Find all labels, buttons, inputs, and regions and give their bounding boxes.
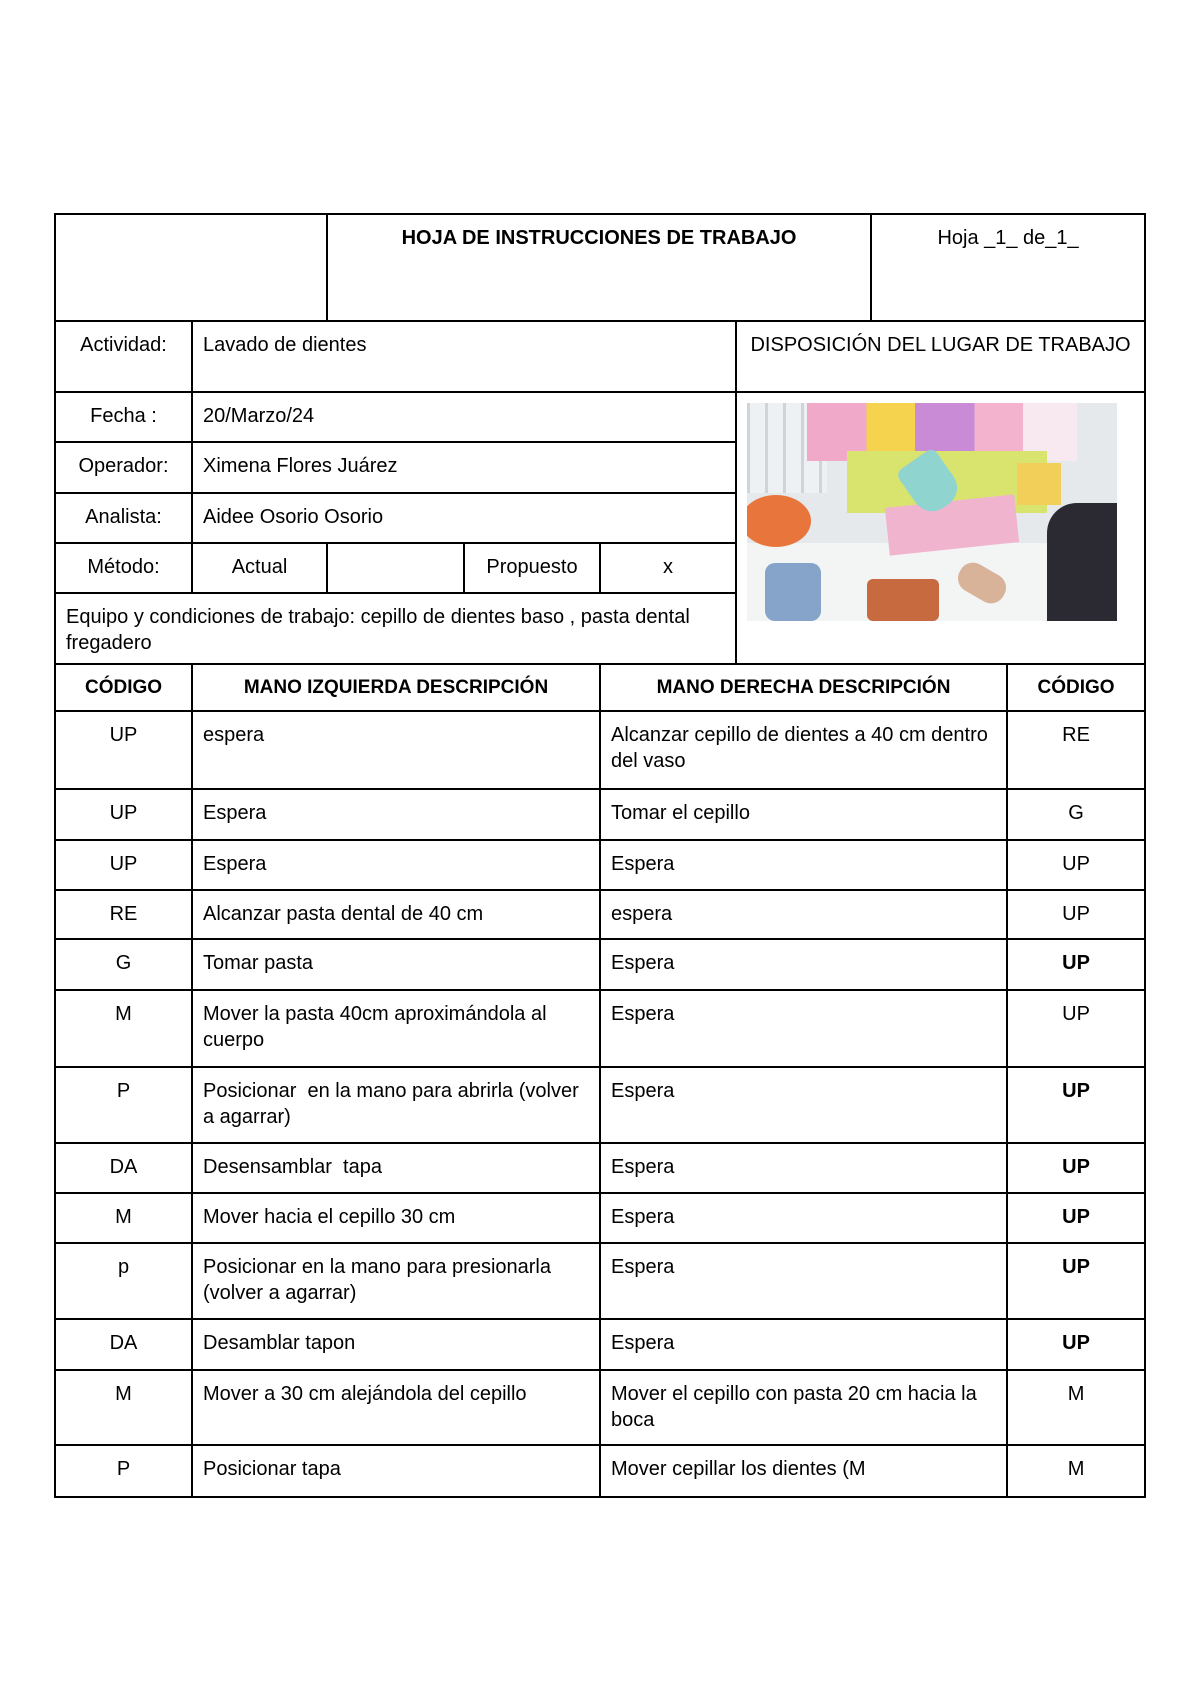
table-row: [55, 890, 1145, 939]
equipment-conditions: Equipo y condiciones de trabajo: cepillo de dientes baso , pasta dental fregadero: [55, 593, 736, 664]
activity-label: Actividad:: [55, 321, 192, 392]
right-description: Mover cepillar los dientes (M: [600, 1445, 1007, 1497]
workplace-photo: [747, 403, 1117, 621]
right-code: M: [1007, 1445, 1145, 1497]
table-row: [55, 1193, 1145, 1243]
sheet-number: Hoja _1_ de_1_: [871, 214, 1145, 321]
table-row: [55, 1067, 1145, 1143]
right-description: espera: [600, 890, 1007, 939]
left-code: M: [55, 1193, 192, 1243]
left-description: Posicionar tapa: [192, 1445, 600, 1497]
left-code: UP: [55, 789, 192, 840]
right-description: Espera: [600, 1193, 1007, 1243]
table-row: [55, 939, 1145, 990]
left-description: Mover la pasta 40cm aproximándola al cuerpo: [192, 990, 600, 1067]
left-description: Espera: [192, 789, 600, 840]
photo-detail: [1017, 463, 1061, 505]
date-label: Fecha :: [55, 392, 192, 442]
photo-detail: [1047, 503, 1117, 621]
table-row: [55, 1319, 1145, 1370]
right-code: UP: [1007, 1193, 1145, 1243]
workplace-layout-heading: DISPOSICIÓN DEL LUGAR DE TRABAJO: [736, 321, 1145, 392]
left-description: Mover a 30 cm alejándola del cepillo: [192, 1370, 600, 1445]
left-code: RE: [55, 890, 192, 939]
photo-detail: [765, 563, 821, 621]
left-code: p: [55, 1243, 192, 1319]
column-header-right-desc: MANO DERECHA DESCRIPCIÓN: [600, 664, 1007, 711]
left-description: espera: [192, 711, 600, 789]
left-description: Espera: [192, 840, 600, 890]
column-header-row: [55, 664, 1145, 711]
left-code: M: [55, 1370, 192, 1445]
column-header-left-desc: MANO IZQUIERDA DESCRIPCIÓN: [192, 664, 600, 711]
operator-label: Operador:: [55, 442, 192, 493]
column-header-left-code: CÓDIGO: [55, 664, 192, 711]
left-code: DA: [55, 1319, 192, 1370]
column-header-right-code: CÓDIGO: [1007, 664, 1145, 711]
right-description: Espera: [600, 1067, 1007, 1143]
right-code: UP: [1007, 1067, 1145, 1143]
work-instruction-sheet: [54, 213, 1146, 1498]
left-description: Tomar pasta: [192, 939, 600, 990]
table-row: [55, 990, 1145, 1067]
table-row: [55, 1143, 1145, 1193]
left-code: UP: [55, 711, 192, 789]
left-code: G: [55, 939, 192, 990]
left-description: Mover hacia el cepillo 30 cm: [192, 1193, 600, 1243]
title-row: [55, 214, 1145, 321]
photo-detail: [867, 579, 939, 621]
right-code: UP: [1007, 840, 1145, 890]
right-code: UP: [1007, 1319, 1145, 1370]
right-description: Espera: [600, 840, 1007, 890]
right-code: UP: [1007, 990, 1145, 1067]
analyst-label: Analista:: [55, 493, 192, 543]
table-row: [55, 1370, 1145, 1445]
left-description: Desamblar tapon: [192, 1319, 600, 1370]
left-code: UP: [55, 840, 192, 890]
right-description: Espera: [600, 939, 1007, 990]
right-code: UP: [1007, 939, 1145, 990]
table-row: [55, 789, 1145, 840]
activity-row: [55, 321, 1145, 392]
photo-detail: [747, 495, 811, 547]
logo-cell: [55, 214, 327, 321]
right-code: G: [1007, 789, 1145, 840]
left-description: Posicionar en la mano para abrirla (volver a agarrar): [192, 1067, 600, 1143]
table-row: [55, 711, 1145, 789]
date-row: [55, 392, 1145, 442]
left-description: Alcanzar pasta dental de 40 cm: [192, 890, 600, 939]
method-proposed-mark: x: [600, 543, 736, 593]
right-code: RE: [1007, 711, 1145, 789]
left-code: P: [55, 1067, 192, 1143]
table-row: [55, 1445, 1145, 1497]
right-description: Espera: [600, 990, 1007, 1067]
left-code: M: [55, 990, 192, 1067]
left-description: Posicionar en la mano para presionarla (volver a agarrar): [192, 1243, 600, 1319]
page-title: HOJA DE INSTRUCCIONES DE TRABAJO: [327, 214, 871, 321]
table-row: [55, 840, 1145, 890]
date-value: 20/Marzo/24: [192, 392, 736, 442]
right-code: M: [1007, 1370, 1145, 1445]
method-current-mark: [327, 543, 464, 593]
right-code: UP: [1007, 890, 1145, 939]
right-description: Tomar el cepillo: [600, 789, 1007, 840]
right-code: UP: [1007, 1143, 1145, 1193]
table-row: [55, 1243, 1145, 1319]
analyst-value: Aidee Osorio Osorio: [192, 493, 736, 543]
right-description: Mover el cepillo con pasta 20 cm hacia la boca: [600, 1370, 1007, 1445]
method-proposed-label: Propuesto: [464, 543, 600, 593]
activity-value: Lavado de dientes: [192, 321, 736, 392]
method-label: Método:: [55, 543, 192, 593]
right-description: Espera: [600, 1143, 1007, 1193]
workplace-photo-cell: [736, 392, 1145, 664]
method-current-label: Actual: [192, 543, 327, 593]
right-description: Espera: [600, 1243, 1007, 1319]
left-description: Desensamblar tapa: [192, 1143, 600, 1193]
operator-value: Ximena Flores Juárez: [192, 442, 736, 493]
right-description: Alcanzar cepillo de dientes a 40 cm dentro del vaso: [600, 711, 1007, 789]
right-code: UP: [1007, 1243, 1145, 1319]
left-code: P: [55, 1445, 192, 1497]
right-description: Espera: [600, 1319, 1007, 1370]
left-code: DA: [55, 1143, 192, 1193]
